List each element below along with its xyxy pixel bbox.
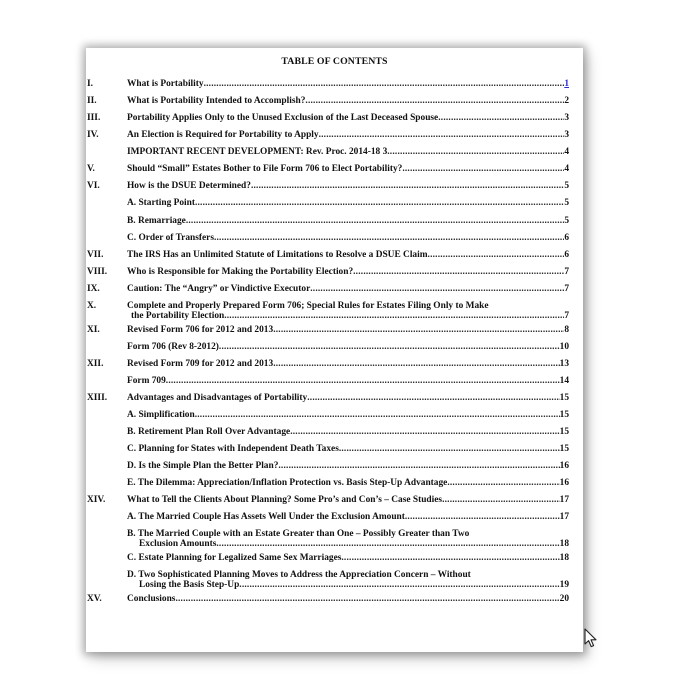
dot-leader — [278, 461, 559, 472]
toc-entry-text: Should “Small” Estates Bother to File Form 706 to Elect Portability? — [127, 164, 403, 174]
toc-entry-number: II. — [87, 96, 97, 106]
toc-entry-number: VIII. — [87, 267, 108, 277]
toc-entry-page[interactable]: 4 — [564, 147, 569, 157]
dot-leader — [251, 181, 564, 192]
document-page — [86, 48, 583, 652]
toc-entry-text: D. Is the Simple Plan the Better Plan? — [127, 461, 279, 471]
toc-entry-page[interactable]: 13 — [559, 359, 569, 369]
toc-entry-text: What is Portability Intended to Accomplish? — [127, 96, 306, 106]
toc-entry-page[interactable]: 3 — [564, 113, 569, 123]
toc-entry-text: B. Remarriage — [127, 216, 186, 226]
toc-entry-page[interactable]: 8 — [564, 325, 569, 335]
toc-entry-text: B. The Married Couple with an Estate Greater than One – Possibly Greater than Two — [127, 529, 470, 539]
toc-entry-text: An Election is Required for Portability to Apply — [127, 130, 319, 140]
toc-entry-page[interactable]: 15 — [559, 393, 569, 403]
toc-entry-number: XV. — [87, 594, 102, 604]
toc-entry-text: Form 706 (Rev 8-2012) — [127, 342, 219, 352]
dot-leader — [405, 512, 560, 523]
dot-leader — [219, 342, 560, 353]
toc-entry-page[interactable]: 5 — [564, 181, 569, 191]
toc-entry-page[interactable]: 6 — [564, 233, 569, 243]
mouse-pointer-icon — [584, 628, 598, 648]
dot-leader — [216, 539, 559, 550]
toc-entry-text: What is Portability — [127, 79, 204, 89]
toc-entry-text-continued: Losing the Basis Step-Up — [139, 580, 240, 590]
toc-entry-text: The IRS Has an Unlimited Statute of Limitations to Resolve a DSUE Claim — [127, 250, 428, 260]
toc-entry-page[interactable]: 16 — [559, 478, 569, 488]
toc-entry-page[interactable]: 3 — [564, 130, 569, 140]
toc-entry-number: VI. — [87, 181, 100, 191]
toc-entry-page[interactable]: 15 — [559, 410, 569, 420]
toc-entry-text: Revised Form 709 for 2012 and 2013 — [127, 359, 274, 369]
toc-entry-number: IV. — [87, 130, 99, 140]
toc-entry-page[interactable]: 14 — [559, 376, 569, 386]
toc-entry-text: C. Planning for States with Independent Death Taxes — [127, 444, 339, 454]
toc-entry-text: Who is Responsible for Making the Portability Election? — [127, 267, 354, 277]
toc-entry-page[interactable]: 1 — [564, 79, 569, 89]
toc-entry-number: XII. — [87, 359, 104, 369]
dot-leader — [442, 495, 560, 506]
toc-entry-page[interactable]: 5 — [564, 198, 569, 208]
toc-entry-page[interactable]: 19 — [559, 580, 569, 590]
toc-entry-page[interactable]: 4 — [564, 164, 569, 174]
dot-leader — [310, 284, 564, 295]
toc-entry-page[interactable]: 17 — [559, 495, 569, 505]
toc-entry-page[interactable]: 15 — [559, 444, 569, 454]
toc-entry-number: VII. — [87, 250, 104, 260]
toc-entry-text-continued: the Portability Election — [131, 311, 225, 321]
dot-leader — [175, 594, 559, 605]
toc-entry-text: Revised Form 706 for 2012 and 2013 — [127, 325, 274, 335]
dot-leader — [341, 553, 559, 564]
toc-entry-text-continued: Exclusion Amounts — [139, 539, 217, 549]
toc-entry-page[interactable]: 6 — [564, 250, 569, 260]
toc-entry-text: A. Starting Point — [127, 198, 195, 208]
dot-leader — [239, 580, 559, 591]
toc-entry-text: D. Two Sophisticated Planning Moves to Address the Appreciation Concern – Without — [127, 570, 471, 580]
dot-leader — [273, 359, 559, 370]
toc-entry-number: XI. — [87, 325, 100, 335]
toc-entry-page[interactable]: 18 — [559, 553, 569, 563]
dot-leader — [204, 79, 565, 90]
dot-leader — [438, 113, 564, 124]
toc-entry-text: Complete and Properly Prepared Form 706; Special Rules for Estates Filing Only to Make — [127, 301, 489, 311]
toc-entry-text: Form 709 — [127, 376, 166, 386]
toc-entry-text: A. The Married Couple Has Assets Well Under the Exclusion Amount — [127, 512, 405, 522]
dot-leader — [339, 444, 560, 455]
dot-leader — [307, 393, 559, 404]
toc-entry-text: B. Retirement Plan Roll Over Advantage — [127, 427, 291, 437]
toc-entry-text: Portability Applies Only to the Unused Exclusion of the Last Deceased Spouse — [127, 113, 439, 123]
toc-entry-text: How is the DSUE Determined? — [127, 181, 251, 191]
toc-entry-number: XIV. — [87, 495, 106, 505]
toc-entry-text: C. Order of Transfers — [127, 233, 214, 243]
toc-entry-text: E. The Dilemma: Appreciation/Inflation Protection vs. Basis Step-Up Advantage — [127, 478, 448, 488]
toc-entry-text: A. Simplification — [127, 410, 195, 420]
toc-entry-number: I. — [87, 79, 93, 89]
dot-leader — [319, 130, 565, 141]
toc-entry-text: IMPORTANT RECENT DEVELOPMENT: Rev. Proc. 2014-18 3 — [127, 147, 388, 157]
toc-entry-text: Conclusions — [127, 594, 176, 604]
dot-leader — [353, 267, 564, 278]
toc-entry-page[interactable]: 10 — [559, 342, 569, 352]
dot-leader — [290, 427, 559, 438]
table-of-contents — [86, 48, 583, 652]
dot-leader — [224, 311, 564, 322]
dot-leader — [195, 198, 564, 209]
toc-entry-number: III. — [87, 113, 101, 123]
toc-entry-page[interactable]: 17 — [559, 512, 569, 522]
dot-leader — [273, 325, 564, 336]
dot-leader — [166, 376, 560, 387]
toc-entry-page[interactable]: 16 — [559, 461, 569, 471]
toc-entry-page[interactable]: 2 — [564, 96, 569, 106]
toc-entry-page[interactable]: 20 — [559, 594, 569, 604]
dot-leader — [195, 410, 560, 421]
dot-leader — [214, 233, 564, 244]
toc-entry-page[interactable]: 7 — [564, 284, 569, 294]
dot-leader — [402, 164, 564, 175]
dot-leader — [447, 478, 559, 489]
toc-entry-text: Advantages and Disadvantages of Portability — [127, 393, 308, 403]
toc-entry-text: What to Tell the Clients About Planning? Some Pro’s and Con’s – Case Studies — [127, 495, 443, 505]
toc-entry-number: IX. — [87, 284, 100, 294]
toc-entry-number: XIII. — [87, 393, 108, 403]
dot-leader — [428, 250, 565, 261]
toc-entry-page[interactable]: 5 — [564, 216, 569, 226]
dot-leader — [186, 216, 564, 227]
toc-entry-text: Caution: The “Angry” or Vindictive Executor — [127, 284, 311, 294]
toc-title: TABLE OF CONTENTS — [281, 56, 388, 67]
dot-leader — [305, 96, 564, 107]
toc-entry-number: V. — [87, 164, 95, 174]
dot-leader — [387, 147, 564, 158]
toc-entry-number: X. — [87, 301, 97, 311]
toc-entry-page[interactable]: 7 — [564, 267, 569, 277]
toc-entry-page[interactable]: 7 — [564, 311, 569, 321]
toc-entry-page[interactable]: 18 — [559, 539, 569, 549]
toc-entry-text: C. Estate Planning for Legalized Same Sex Marriages — [127, 553, 342, 563]
toc-entry-page[interactable]: 15 — [559, 427, 569, 437]
